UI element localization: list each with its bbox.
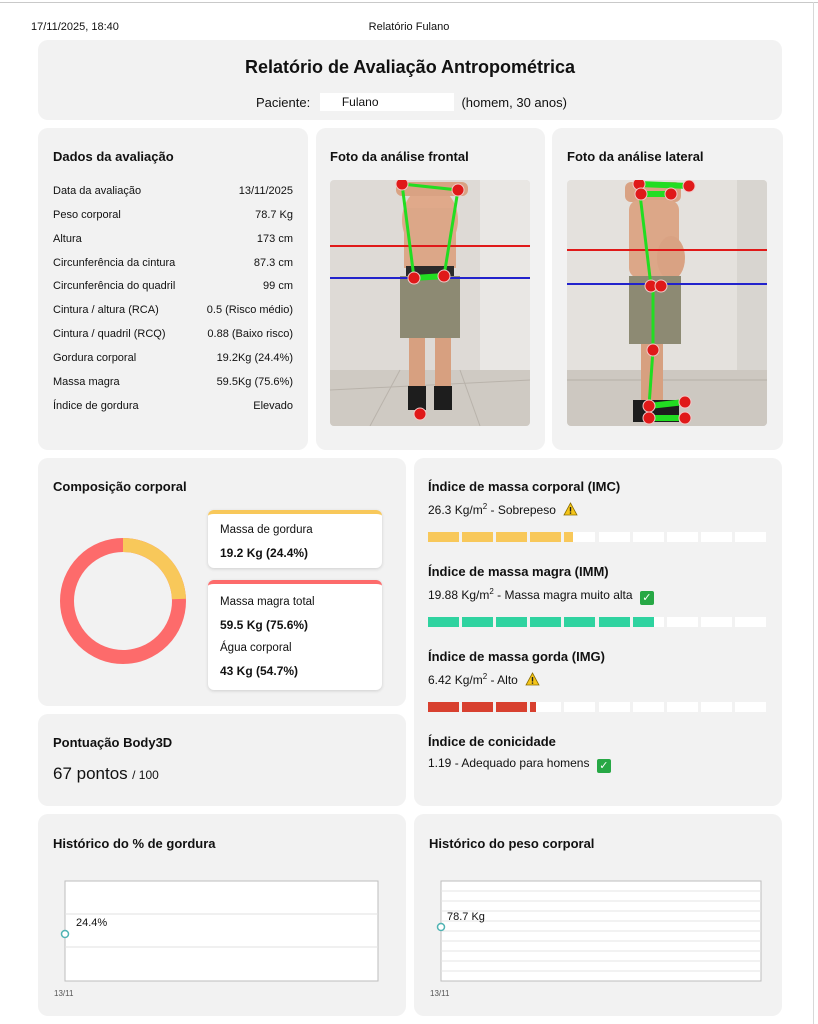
imm-title: Índice de massa magra (IMM) (428, 564, 609, 579)
data-value: Elevado (253, 400, 293, 412)
composition-donut (58, 536, 188, 666)
bar-segment-fill (564, 532, 573, 542)
check-icon: ✓ (597, 759, 611, 773)
imm-line (428, 587, 654, 605)
imc-unit-exponent: 2 (482, 502, 488, 511)
bar-segment-fill (496, 702, 527, 712)
fat-data-point (62, 931, 69, 938)
data-label: Índice de gordura (53, 400, 139, 412)
warning-icon (525, 672, 540, 686)
imm-status: - Massa magra muito alta (493, 588, 633, 602)
img-title: Índice de massa gorda (IMG) (428, 649, 605, 664)
report-header-card (38, 40, 782, 120)
bar-segment (735, 702, 766, 712)
conicity-line (428, 756, 611, 773)
bar-segment (667, 532, 698, 542)
bar-segment-fill (428, 532, 459, 542)
data-value: 0.88 (Baixo risco) (207, 328, 293, 340)
weight-x-tick: 13/11 (430, 989, 450, 998)
data-label: Data da avaliação (53, 185, 142, 197)
body-composition-card (38, 458, 406, 706)
lateral-photo-title: Foto da análise lateral (567, 149, 704, 164)
imc-bar (428, 532, 766, 542)
img-unit-exponent: 2 (482, 672, 488, 681)
bar-segment-fill (530, 532, 561, 542)
imm-bar (428, 617, 766, 627)
print-datetime: 17/11/2025, 18:40 (31, 21, 119, 33)
bar-segment-fill (530, 617, 561, 627)
lean-mass-legend (208, 580, 382, 690)
bar-segment (701, 532, 732, 542)
weight-history-card (414, 814, 782, 1016)
img-bar (428, 702, 766, 712)
imc-line (428, 502, 578, 517)
imm-unit-exponent: 2 (489, 587, 494, 596)
data-row (53, 328, 293, 342)
data-label: Altura (53, 233, 82, 245)
data-row (53, 376, 293, 390)
data-value: 13/11/2025 (238, 185, 293, 197)
data-row (53, 185, 293, 199)
fat-point-label: 24.4% (76, 917, 108, 929)
data-row (53, 280, 293, 294)
bar-segment-fill (496, 617, 527, 627)
bar-segment (599, 702, 630, 712)
data-row (53, 400, 293, 414)
fat-mass-label: Massa de gordura (220, 524, 313, 536)
fat-history-chart (52, 874, 382, 990)
bar-segment (633, 532, 664, 542)
bar-segment (735, 617, 766, 627)
top-divider (0, 2, 818, 3)
bar-segment-fill (496, 532, 527, 542)
patient-label: Paciente: (256, 94, 311, 110)
score-max: / 100 (132, 768, 159, 782)
data-value: 19.2Kg (24.4%) (216, 352, 293, 364)
bar-segment (701, 702, 732, 712)
check-icon: ✓ (640, 591, 654, 605)
data-value: 78.7 Kg (255, 209, 293, 221)
lean-mass-value: 59.5 Kg (75.6%) (220, 618, 309, 632)
data-label: Cintura / quadril (RCQ) (53, 328, 166, 340)
print-title: Relatório Fulano (368, 21, 450, 33)
data-row (53, 233, 293, 247)
score-card (38, 714, 406, 806)
body-water-label: Água corporal (220, 642, 292, 654)
frontal-photo-card (316, 128, 545, 450)
bar-segment-fill (428, 617, 459, 627)
frontal-photo-title: Foto da análise frontal (330, 149, 469, 164)
evaluation-data-card (38, 128, 308, 450)
report-title: Relatório de Avaliação Antropométrica (244, 57, 576, 77)
data-label: Cintura / altura (RCA) (53, 304, 159, 316)
fat-mass-value: 19.2 Kg (24.4%) (220, 546, 309, 560)
weight-history-title: Histórico do peso corporal (429, 836, 595, 851)
data-label: Massa magra (53, 376, 120, 388)
body-water-value: 43 Kg (54.7%) (220, 664, 299, 678)
lateral-photo-card (552, 128, 783, 450)
data-value: 99 cm (263, 280, 293, 292)
data-label: Circunferência do quadril (53, 280, 176, 292)
weight-data-point (438, 924, 445, 931)
img-line (428, 672, 540, 687)
indices-card (414, 458, 782, 806)
imc-status: - Sobrepeso (487, 503, 556, 517)
patient-name: Fulano (320, 93, 454, 111)
bar-segment-fill (428, 702, 459, 712)
fat-history-card (38, 814, 406, 1016)
bar-segment (599, 532, 630, 542)
data-value: 87.3 cm (253, 257, 293, 269)
imm-value: 19.88 Kg/m (428, 588, 490, 602)
fat-mass-legend (208, 510, 382, 568)
lateral-photo (567, 180, 767, 426)
bar-segment-fill (633, 617, 655, 627)
patient-row (256, 93, 567, 111)
data-value: 0.5 (Risco médio) (206, 304, 293, 316)
data-row (53, 257, 293, 271)
score-display (53, 764, 159, 784)
data-value: 59.5Kg (75.6%) (216, 376, 293, 388)
data-row (53, 352, 293, 366)
lean-mass-label: Massa magra total (220, 596, 315, 608)
bar-segment-fill (530, 702, 536, 712)
imc-value: 26.3 Kg/m (428, 503, 483, 517)
data-row (53, 209, 293, 223)
data-value: 173 cm (256, 233, 293, 245)
data-label: Peso corporal (53, 209, 121, 221)
bar-segment (701, 617, 732, 627)
warning-icon (563, 502, 578, 516)
fat-x-tick: 13/11 (54, 989, 74, 998)
bar-segment-fill (599, 617, 630, 627)
score-value: 67 pontos (53, 764, 128, 783)
img-status: - Alto (487, 673, 518, 687)
evaluation-data-title: Dados da avaliação (53, 149, 174, 164)
frontal-photo (330, 180, 530, 426)
bar-segment (633, 702, 664, 712)
bar-segment-fill (462, 617, 493, 627)
score-title: Pontuação Body3D (53, 735, 173, 750)
bar-segment-fill (462, 702, 493, 712)
bar-segment-fill (564, 617, 595, 627)
bar-segment (667, 702, 698, 712)
bar-segment (735, 532, 766, 542)
data-label: Gordura corporal (53, 352, 137, 364)
bar-segment (564, 702, 595, 712)
fat-history-title: Histórico do % de gordura (53, 836, 216, 851)
weight-history-chart (428, 874, 768, 990)
data-label: Circunferência da cintura (53, 257, 176, 269)
imc-title: Índice de massa corporal (IMC) (428, 479, 621, 494)
page-edge (813, 2, 814, 1024)
img-value: 6.42 Kg/m (428, 673, 483, 687)
body-composition-title: Composição corporal (53, 479, 187, 494)
conicity-text: 1.19 - Adequado para homens (428, 756, 590, 770)
bar-segment-fill (462, 532, 493, 542)
conicity-title: Índice de conicidade (428, 734, 556, 749)
data-row (53, 304, 293, 318)
bar-segment (667, 617, 698, 627)
weight-point-label: 78.7 Kg (447, 911, 485, 923)
patient-info: (homem, 30 anos) (461, 94, 567, 110)
